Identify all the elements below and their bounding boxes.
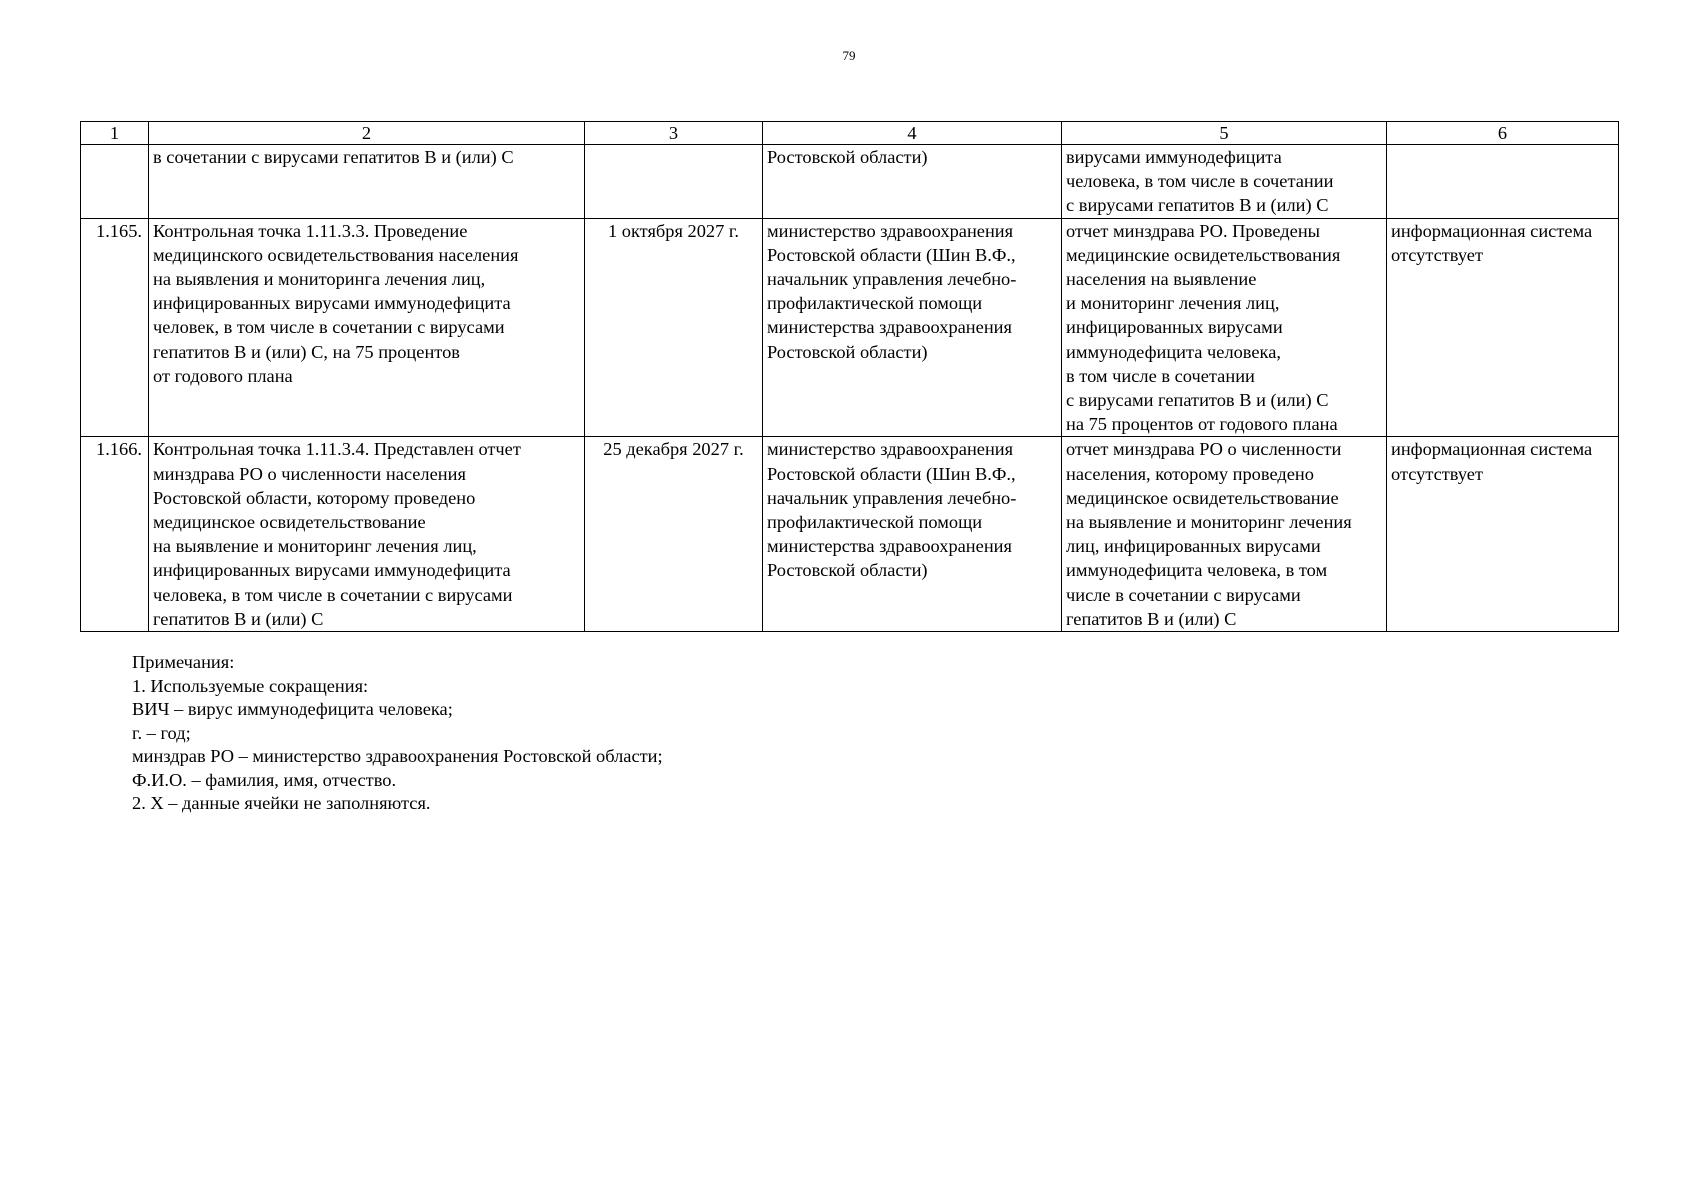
- cell-line: Ростовской области): [767, 560, 928, 581]
- cell-line: лиц, инфицированных вирусами: [1066, 536, 1321, 557]
- column-header: 6: [1387, 122, 1619, 145]
- cell-line: населения, которому проведено: [1066, 463, 1314, 484]
- column-header: 1: [81, 122, 149, 145]
- cell-line: Контрольная точка 1.11.3.4. Представлен отчет: [153, 439, 521, 460]
- responsible-cell: [763, 437, 1062, 632]
- cell-line: в сочетании с вирусами гепатитов В и (или) С: [153, 147, 514, 167]
- column-header: 5: [1062, 122, 1387, 145]
- result-cell: [1062, 218, 1387, 437]
- column-header: 2: [149, 122, 585, 145]
- responsible-cell: [763, 145, 1062, 219]
- row-number-cell: [81, 145, 149, 219]
- cell-line: от годового плана: [153, 365, 293, 386]
- result-cell: [1062, 437, 1387, 632]
- event-cell: [149, 218, 585, 437]
- row-number-cell: 1.165.: [81, 218, 149, 437]
- cell-line: медицинское освидетельствование: [153, 512, 426, 533]
- cell-line: медицинские освидетельствования: [1066, 244, 1341, 265]
- cell-line: на выявления и мониторинга лечения лиц,: [153, 269, 486, 290]
- cell-line: человека, в том числе в сочетании с вирусами: [153, 584, 513, 605]
- date-cell: 25 декабря 2027 г.: [585, 437, 763, 632]
- cell-line: Ростовской области): [767, 147, 928, 167]
- note-line: Ф.И.О. – фамилия, имя, отчество.: [132, 769, 397, 790]
- cell-line: Контрольная точка 1.11.3.3. Проведение: [153, 220, 468, 241]
- note-line: ВИЧ – вирус иммунодефицита человека;: [132, 699, 453, 719]
- date-cell: 1 октября 2027 г.: [585, 218, 763, 437]
- cell-line: министерства здравоохранения: [767, 536, 1012, 557]
- cell-line: минздрава РО о численности населения: [153, 463, 466, 484]
- event-cell: [149, 437, 585, 632]
- note-line: минздрав РО – министерство здравоохранения Ростовской области;: [132, 746, 663, 766]
- cell-line: человека, в том числе в сочетании: [1066, 171, 1334, 192]
- cell-line: с вирусами гепатитов В и (или) С: [1066, 195, 1329, 216]
- note-line: 1. Используемые сокращения:: [132, 675, 369, 696]
- note-line: 2. Х – данные ячейки не заполняются.: [132, 793, 431, 813]
- table-row: [81, 437, 1619, 632]
- responsible-cell: [763, 218, 1062, 437]
- header-row: [81, 122, 1619, 145]
- cell-line: инфицированных вирусами иммунодефицита: [153, 293, 511, 314]
- cell-line: на 75 процентов от годового плана: [1066, 414, 1338, 435]
- system-cell: [1387, 218, 1619, 437]
- cell-line: числе в сочетании с вирусами: [1066, 584, 1301, 605]
- page-number: 79: [842, 48, 856, 63]
- table-row: [81, 218, 1619, 437]
- cell-line: министерство здравоохранения: [767, 439, 1014, 460]
- system-cell: [1387, 145, 1619, 219]
- cell-line: начальник управления лечебно-: [767, 269, 1017, 290]
- cell-line: профилактической помощи: [767, 293, 983, 314]
- cell-line: информационная система: [1391, 220, 1593, 241]
- notes-section: [132, 651, 663, 816]
- cell-line: и мониторинг лечения лиц,: [1066, 293, 1280, 314]
- cell-line: гепатитов В и (или) С: [153, 608, 324, 629]
- cell-line: иммунодефицита человека,: [1066, 341, 1281, 362]
- cell-line: иммунодефицита человека, в том: [1066, 560, 1328, 581]
- cell-line: отчет минздрава РО о численности: [1066, 439, 1342, 460]
- cell-line: Ростовской области, которому проведено: [153, 487, 476, 508]
- cell-line: гепатитов В и (или) С, на 75 процентов: [153, 341, 460, 362]
- cell-line: отсутствует: [1391, 244, 1483, 265]
- cell-line: вирусами иммунодефицита: [1066, 147, 1282, 167]
- cell-line: гепатитов В и (или) С: [1066, 608, 1237, 629]
- cell-line: начальник управления лечебно-: [767, 487, 1017, 508]
- cell-line: информационная система: [1391, 439, 1593, 460]
- column-header: 3: [585, 122, 763, 145]
- cell-line: медицинское освидетельствование: [1066, 487, 1339, 508]
- date-cell: [585, 145, 763, 219]
- cell-line: на выявление и мониторинг лечения: [1066, 512, 1352, 533]
- result-cell: [1062, 145, 1387, 219]
- cell-line: населения на выявление: [1066, 269, 1257, 290]
- cell-line: человек, в том числе в сочетании с вирусами: [153, 317, 505, 338]
- row-number-cell: 1.166.: [81, 437, 149, 632]
- system-cell: [1387, 437, 1619, 632]
- note-line: г. – год;: [132, 722, 191, 743]
- cell-line: Ростовской области (Шин В.Ф.,: [767, 463, 1016, 484]
- cell-line: отчет минздрава РО. Проведены: [1066, 220, 1321, 241]
- event-cell: [149, 145, 585, 219]
- cell-line: министерство здравоохранения: [767, 220, 1014, 241]
- cell-line: профилактической помощи: [767, 512, 983, 533]
- cell-line: отсутствует: [1391, 463, 1483, 484]
- notes-title: Примечания:: [132, 652, 235, 672]
- table-row: [81, 145, 1619, 219]
- cell-line: министерства здравоохранения: [767, 317, 1012, 338]
- cell-line: на выявление и мониторинг лечения лиц,: [153, 536, 477, 557]
- cell-line: с вирусами гепатитов В и (или) С: [1066, 390, 1329, 411]
- cell-line: в том числе в сочетании: [1066, 365, 1255, 386]
- cell-line: инфицированных вирусами иммунодефицита: [153, 560, 511, 581]
- plan-table: [80, 121, 1619, 632]
- column-header: 4: [763, 122, 1062, 145]
- cell-line: медицинского освидетельствования населения: [153, 244, 519, 265]
- cell-line: Ростовской области (Шин В.Ф.,: [767, 244, 1016, 265]
- cell-line: Ростовской области): [767, 341, 928, 362]
- cell-line: инфицированных вирусами: [1066, 317, 1283, 338]
